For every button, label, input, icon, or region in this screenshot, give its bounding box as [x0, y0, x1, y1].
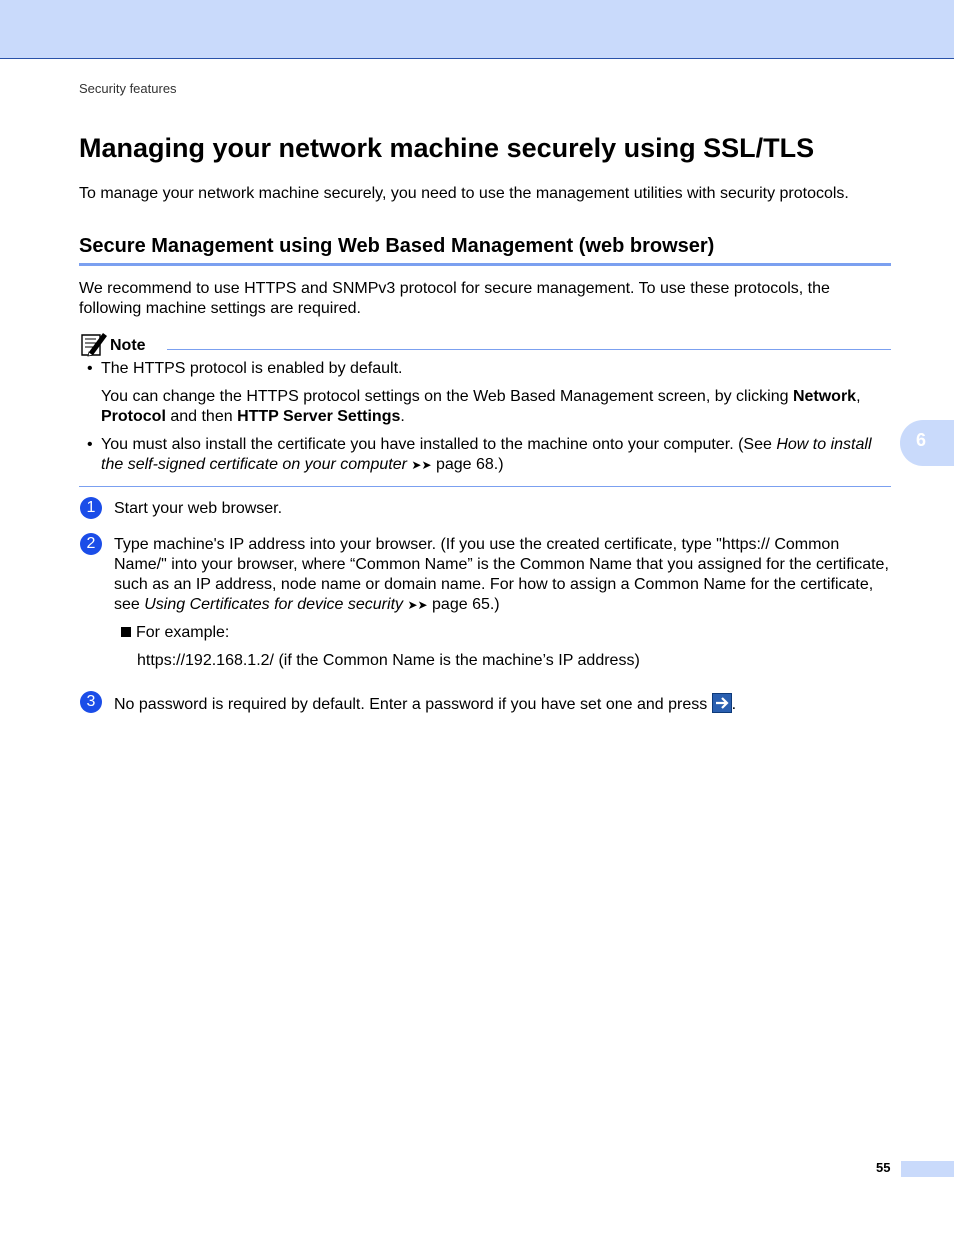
note-bullet-2: You must also install the certificate you have installed to the machine onto your computer. (See How to install the self-signed certificate on your computer ➤➤ page 68.): [101, 436, 872, 473]
http-server-settings-term: HTTP Server Settings: [237, 408, 401, 425]
section-heading-rule: [79, 263, 891, 266]
network-term: Network: [792, 388, 857, 405]
bullet-dot: •: [87, 436, 93, 453]
page-tab: [901, 1161, 954, 1177]
example-url: https://192.168.1.2/ (if the Common Name is the machine’s IP address): [137, 652, 640, 669]
note-bottom-rule: [79, 486, 891, 487]
section-paragraph: We recommend to use HTTPS and SNMPv3 protocol for secure management. To use these protocols, the following machine settings are required.: [79, 280, 830, 317]
page-number: 55: [876, 1160, 891, 1175]
bullet-dot: •: [87, 360, 93, 377]
breadcrumb: Security features: [79, 81, 177, 96]
square-bullet-icon: [121, 627, 131, 637]
double-arrow-icon: ➤➤: [411, 458, 432, 472]
using-certificates-link[interactable]: Using Certificates for device security: [144, 596, 404, 613]
double-arrow-icon: ➤➤: [407, 598, 428, 612]
note-bullet-1-detail: You can change the HTTPS protocol settings on the Web Based Management screen, by clicking Network, Protocol and then HTTP Server Settings.: [101, 388, 861, 425]
intro-text: To manage your network machine securely, you need to use the management utilities with security protocols.: [79, 185, 849, 202]
note-rule: [167, 349, 891, 350]
step-2-text: Type machine's IP address into your browser. (If you use the created certificate, type "https:// Common Name/" into your browser, where “Common Name” is the Common Name that you assigned for the certificate, such as an IP address, node name or domain name. For how to assign a Common Name for the certificate, see Using Certificates for device security ➤➤ page 65.): [114, 536, 889, 613]
step-1-text: Start your web browser.: [114, 500, 283, 517]
chapter-tab: [900, 420, 954, 466]
header-band: [0, 0, 954, 59]
step-number-3: 3: [80, 691, 102, 713]
note-bullet-1: The HTTPS protocol is enabled by default.: [101, 360, 403, 377]
example-label: For example:: [121, 624, 229, 642]
step-number-1: 1: [80, 497, 102, 519]
step-3-text: No password is required by default. Enter a password if you have set one and press .: [114, 693, 892, 715]
note-label: Note: [110, 337, 146, 354]
chapter-number: 6: [916, 430, 927, 450]
enter-arrow-icon: [712, 693, 732, 713]
section-heading: Secure Management using Web Based Management (web browser): [79, 235, 715, 257]
note-header: [79, 330, 891, 358]
page-title: Managing your network machine securely using SSL/TLS: [79, 133, 815, 163]
install-cert-link[interactable]: How to install the self-signed certificate on your computer: [101, 436, 872, 473]
protocol-term: Protocol: [101, 408, 166, 425]
step-number-2: 2: [80, 533, 102, 555]
note-pencil-icon: [79, 330, 109, 358]
